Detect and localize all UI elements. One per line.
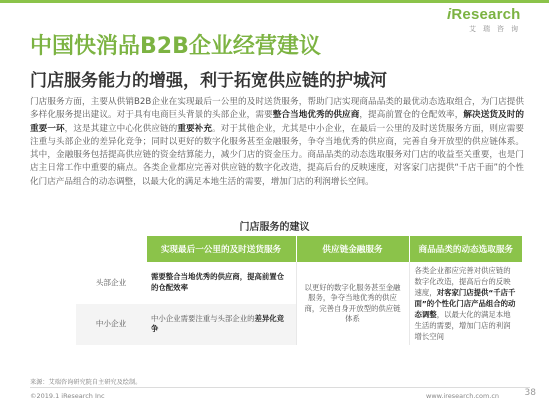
- cell-category-bold: 对客家门店提供“千店千面”的个性化门店产品组合的动态调整: [414, 288, 516, 319]
- footer-divider: [30, 387, 530, 388]
- logo-subtitle: 艾瑞咨询: [469, 25, 525, 33]
- table-row-head-enterprise: [76, 262, 522, 304]
- table-header-row: [76, 236, 522, 262]
- body-text-2: ，提高前置仓的仓配效率，: [359, 110, 464, 121]
- website-link[interactable]: www.iresearch.com.cn: [426, 392, 500, 400]
- cell-category-merged: [409, 262, 522, 345]
- page-title: 中国快消品B2B企业经营建议: [30, 34, 321, 59]
- row-label-sme: 中小企业: [76, 304, 146, 346]
- logo-wordmark: [447, 6, 543, 23]
- table-header-corner: [76, 236, 146, 262]
- body-text-1: 门店服务方面，主要从供销B2B企业在实现最后一公里的及时送货服务，帮助门店实现商品品类的最优动态选取组合，为门店提供多样化服务提出建议。对于具有电商巨头背景的头部企业，需要: [30, 97, 524, 121]
- store-service-table: [76, 236, 522, 345]
- cell-head-delivery-bold: 需要整合当地优秀的供应商，提高前置仓的仓配效率: [151, 272, 285, 292]
- body-highlight-2: 解决送货及时的重要一环: [30, 110, 524, 134]
- table-header-delivery: 实现最后一公里的及时送货服务: [146, 236, 296, 262]
- table-title: 门店服务的建议: [239, 222, 310, 233]
- cell-head-delivery: [146, 262, 296, 304]
- body-text-3: ，这是其建立中心化供应链的: [64, 123, 178, 134]
- row-label-head-enterprise: 头部企业: [76, 262, 146, 304]
- cell-sme-delivery-bold: 差异化竞争: [151, 313, 285, 334]
- cell-sme-delivery-pre: 中小企业需要注重与头部企业的: [151, 313, 255, 323]
- cell-sme-delivery: [146, 304, 296, 346]
- copyright: ©2019.1 iResearch Inc: [30, 392, 105, 400]
- iresearch-logo: [447, 6, 543, 40]
- body-text-4: 。对于其他企业，尤其是中小企业，在最后一公里的及时送货服务方面，则应需要注重与头部企业的差异化竞争；同时以更好的数字化服务甚至金融服务，争夺当地优秀的供应商，完善自身开放型的供应链体系。其中，金融服务包括提高供应链的资金结算能力，减少门店的资金压力。商品品类的动态选取服务对门店的收益至关重要，也是门店主日常工作中重要的痛点。各类企业都应完善对供应链的数字化改造，提高后台的反映速度，对客家门店提供“千店千面”的个性化门店产品组合的动态调整，以最大化的满足本地生活的需要，增加门店的利润增长空间。: [30, 123, 524, 187]
- logo-i: i: [447, 6, 452, 23]
- table-header-category: 商品品类的动态选取服务: [409, 236, 522, 262]
- cell-category-text-2: ，以最大化的满足本地生活的需要，增加门店的利润增长空间: [414, 310, 511, 341]
- cell-finance-merged: 以更好的数字化服务甚至金融服务，争夺当地优秀的供应商，完善自身开放型的供应链体系: [296, 262, 409, 345]
- logo-research: Research: [451, 6, 521, 23]
- top-accent-line: [0, 0, 549, 3]
- page-subtitle: 门店服务能力的增强，利于拓宽供应链的护城河: [30, 71, 387, 91]
- page-number: 38: [524, 388, 536, 398]
- cell-category-text-1: 各类企业都应完善对供应链的数字化改造，提高后台的反映速度，: [414, 266, 511, 297]
- body-highlight-3: 重要补充: [177, 123, 213, 134]
- body-highlight-1: 整合当地优秀的供应商: [272, 110, 360, 121]
- source-note: 来源：艾瑞咨询研究院自主研究及绘制。: [30, 379, 142, 386]
- table-header-finance: 供应链金融服务: [296, 236, 409, 262]
- body-paragraph: [30, 96, 524, 189]
